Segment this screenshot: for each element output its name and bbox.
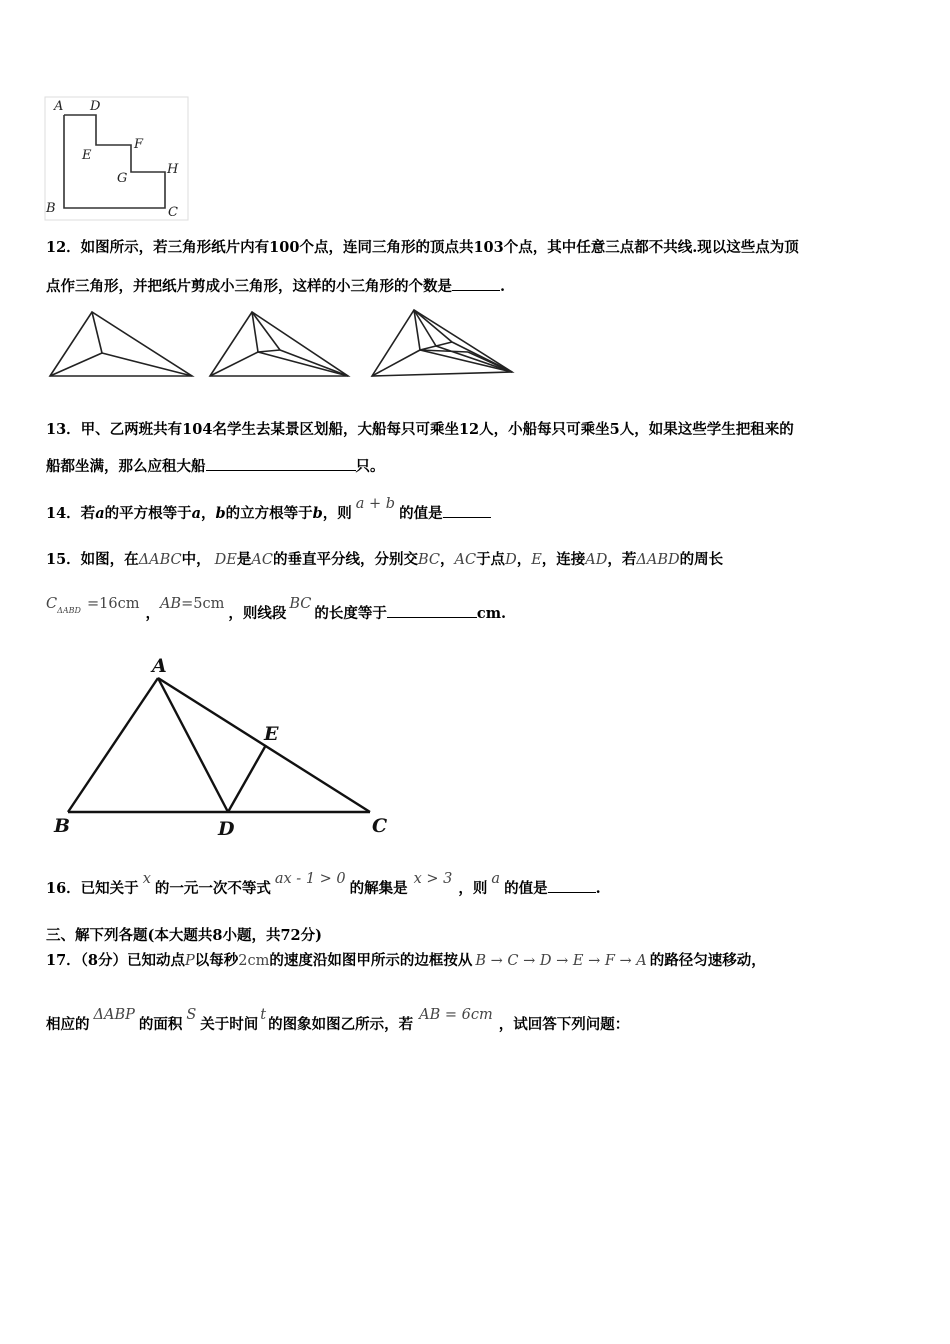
q12-line2	[46, 275, 505, 296]
q15-bc: BC	[417, 552, 440, 568]
q15-unit: cm.	[476, 605, 507, 622]
fig11-label-b: B	[46, 201, 56, 216]
q15-text-3: 是	[236, 551, 252, 568]
q16-solution: x > 3	[413, 871, 453, 887]
fig15-label-c: C	[372, 815, 388, 837]
q17-path: B → C → D → E → F → A	[475, 953, 647, 969]
q14-var-b2: b	[312, 505, 323, 522]
q15-triangle-abd: ΔABD	[636, 552, 680, 568]
q14-expression: a + b	[355, 496, 396, 512]
q15-ab-value: =5cm	[181, 596, 225, 612]
q17-text-8: 的图象如图乙所示，若	[268, 1016, 414, 1033]
q14-text-2: 的平方根等于	[104, 505, 192, 522]
q16-inequality: ax - 1 > 0	[274, 871, 346, 887]
q15-answer-blank[interactable]	[387, 603, 477, 618]
q12-end: .	[500, 278, 506, 295]
q17-text-6: 的面积	[138, 1016, 183, 1033]
section-3-heading: 三、解下列各题(本大题共8小题，共72分)	[46, 927, 322, 944]
q15-perimeter-subscript: ΔABD	[57, 606, 81, 615]
q16-answer-blank[interactable]	[548, 878, 596, 893]
q17-text-9: ，试回答下列问题：	[498, 1016, 630, 1033]
triangle-cut-figures	[48, 306, 588, 382]
q15-line1	[46, 548, 723, 569]
fig15-label-d: D	[218, 818, 235, 840]
q17-text-2: 以每秒	[194, 952, 239, 969]
q14-text-4: 的立方根等于	[225, 505, 313, 522]
q16-var-x: x	[142, 871, 151, 887]
q15-line2	[46, 596, 507, 623]
q14-var-a1: a	[95, 505, 105, 522]
q15-perimeter-symbol: C	[46, 596, 58, 612]
triangle-abc-figure	[48, 654, 398, 844]
q13-text: 船都坐满，那么应租大船	[46, 458, 206, 475]
q17-text-1: 17．（8分）已知动点	[46, 952, 186, 969]
q15-text-9: ，若	[607, 551, 637, 568]
q15-text-10: 的周长	[679, 551, 724, 568]
q15-text-8: ，连接	[541, 551, 586, 568]
q14-var-b1: b	[215, 505, 226, 522]
q15-text-2: 中，	[181, 551, 211, 568]
q16-end: .	[595, 880, 601, 897]
q16-var-a: a	[491, 871, 501, 887]
q17-point-p: P	[185, 953, 195, 969]
q17-text-7: 关于时间	[200, 1016, 259, 1033]
q17-var-s: S	[186, 1007, 197, 1023]
q16-text-1: 16．已知关于	[46, 880, 139, 897]
q12-answer-blank[interactable]	[452, 276, 500, 291]
q15-text-1: 15．如图，在	[46, 551, 139, 568]
q14-text-3: ，	[201, 505, 216, 522]
fig15-label-b: B	[54, 815, 71, 837]
q15-ab: AB	[159, 596, 182, 612]
q16-text-2: 的一元一次不等式	[154, 880, 271, 897]
q16-text-4: ，则	[458, 880, 488, 897]
q15-text-6: 于点	[476, 551, 506, 568]
fig11-label-e: E	[82, 148, 92, 163]
fig11-label-a: A	[54, 99, 64, 114]
q13-line2	[46, 455, 385, 476]
q17-text-4: 的路径匀速移动，	[649, 952, 766, 969]
q15-d: D	[505, 552, 517, 568]
q17-text-3: 的速度沿如图甲所示的边框按从	[269, 952, 473, 969]
q15-text-12: ，则线段	[228, 605, 287, 622]
q15-triangle-abc: ΔABC	[138, 552, 182, 568]
fig11-label-c: C	[168, 205, 178, 220]
q13-line1: 13．甲、乙两班共有104名学生去某景区划船，大船每只可乘坐12人，小船每只可乘坐5人，如果这些学生把租来的	[46, 421, 794, 438]
fig11-label-d: D	[90, 99, 101, 114]
q15-ac-2: AC	[454, 552, 477, 568]
q16-text-3: 的解集是	[349, 880, 408, 897]
q14-answer-blank[interactable]	[443, 503, 491, 518]
q15-text-5: ，	[439, 551, 455, 568]
q17-line2	[46, 1007, 630, 1034]
q17-ab: AB = 6cm	[419, 1007, 493, 1023]
staircase-outline	[64, 115, 165, 208]
q15-text-4: 的垂直平分线，分别交	[272, 551, 418, 568]
q12-text: 点作三角形，并把纸片剪成小三角形，这样的小三角形的个数是	[46, 278, 452, 295]
q15-text-13: 的长度等于	[314, 605, 387, 622]
fig11-label-h: H	[167, 162, 179, 177]
q16-line	[46, 871, 601, 898]
q13-end: 只。	[355, 458, 385, 475]
q15-ad: AD	[585, 552, 608, 568]
q15-ac: AC	[251, 552, 273, 568]
q15-perimeter-value: =16cm	[86, 596, 140, 612]
staircase-figure	[44, 96, 190, 222]
q14-text-6: 的值是	[399, 505, 443, 522]
fig15-label-a: A	[152, 655, 167, 677]
q15-text-11: ，	[145, 605, 160, 622]
q13-answer-blank[interactable]	[206, 456, 356, 471]
q15-e: E	[531, 552, 542, 568]
q12-line1: 12．如图所示，若三角形纸片内有100个点，连同三角形的顶点共103个点，其中任意三点都不共线.现以这些点为顶	[46, 239, 799, 256]
fig11-label-f: F	[134, 137, 144, 152]
q15-de: DE	[214, 552, 237, 568]
q17-line1	[46, 949, 766, 970]
q17-speed: 2cm	[238, 953, 270, 969]
q14-var-a2: a	[191, 505, 201, 522]
q14-text-5: ，则	[322, 505, 352, 522]
q15-bc-2: BC	[289, 596, 312, 612]
fig11-label-g: G	[117, 171, 128, 186]
q14-line	[46, 496, 491, 523]
fig15-label-e: E	[264, 723, 279, 745]
q15-text-7: ，	[516, 551, 532, 568]
q17-triangle-abp: ΔABP	[93, 1007, 135, 1023]
q17-text-5: 相应的	[46, 1016, 90, 1033]
q16-text-5: 的值是	[504, 880, 548, 897]
q17-var-t: t	[260, 1007, 267, 1023]
q14-text-1: 14．若	[46, 505, 96, 522]
